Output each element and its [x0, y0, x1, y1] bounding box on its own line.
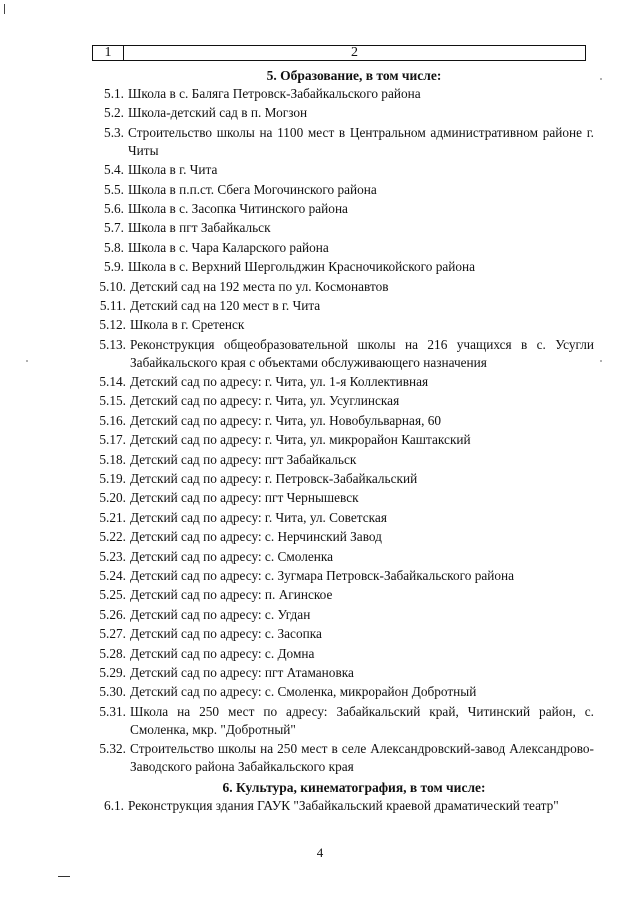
- item-text: Детский сад по адресу: г. Чита, ул. Новобульварная, 60: [130, 412, 442, 428]
- item-number: 5.9.: [104, 259, 124, 275]
- item-text: Детский сад по адресу: г. Чита, ул. Советская: [130, 509, 387, 525]
- list-item: [94, 278, 594, 296]
- list-item: [94, 470, 594, 488]
- item-number: 5.27.: [99, 626, 126, 642]
- item-number: 5.23.: [99, 548, 126, 564]
- item-text: Детский сад по адресу: с. Угдан: [130, 606, 311, 622]
- item-text: Детский сад по адресу: п. Агинское: [130, 587, 333, 603]
- item-number: 5.8.: [104, 239, 124, 255]
- item-text: Детский сад на 192 места по ул. Космонавтов: [130, 278, 389, 294]
- item-text: Детский сад по адресу: г. Петровск-Забайкальский: [130, 471, 418, 487]
- item-text: Школа в п.п.ст. Сбега Могочинского района: [128, 181, 377, 197]
- list-item: [94, 625, 594, 643]
- column-header-1: 1: [93, 46, 124, 60]
- item-number: 5.29.: [99, 664, 126, 680]
- item-text: Школа в г. Сретенск: [130, 317, 245, 333]
- item-number: 5.14.: [99, 374, 126, 390]
- item-number: 5.10.: [99, 278, 126, 294]
- list-item: [94, 645, 594, 663]
- item-text: Детский сад по адресу: с. Зугмара Петровск-Забайкальского района: [130, 567, 515, 583]
- item-text: Реконструкция общеобразовательной школы на 216 учащихся в с. Усугли Забайкальского края с объектами обслуживающего назначения: [130, 336, 594, 370]
- item-text: Школа в с. Засопка Читинского района: [128, 200, 348, 216]
- item-text: Детский сад по адресу: г. Чита, ул. микрорайон Каштакский: [130, 432, 471, 448]
- list-item: [94, 567, 594, 585]
- list-item: [94, 451, 594, 469]
- item-number: 5.26.: [99, 606, 126, 622]
- list-item: [94, 161, 594, 179]
- scan-speck: [600, 78, 602, 80]
- item-number: 5.6.: [104, 200, 124, 216]
- item-text: Школа в г. Чита: [128, 162, 218, 178]
- section-heading: 6. Культура, кинематография, в том числе:: [222, 779, 486, 795]
- list-item: [94, 200, 594, 218]
- item-number: 5.4.: [104, 162, 124, 178]
- item-text: Строительство школы на 1100 мест в Центральном административном районе г. Читы: [128, 124, 594, 158]
- list-item: [94, 297, 594, 315]
- page-number: 4: [316, 845, 324, 860]
- item-text: Детский сад по адресу: пгт Забайкальск: [130, 451, 357, 467]
- item-text: Школа на 250 мест по адресу: Забайкальский край, Читинский район, с. Смоленка, мкр. "Добротный": [130, 703, 594, 737]
- item-number: 5.1.: [104, 86, 124, 101]
- list-item: [94, 528, 594, 546]
- list-item: [94, 392, 594, 410]
- column-header-2: 2: [351, 45, 358, 60]
- column-header-table: [92, 45, 586, 61]
- list-item: [94, 740, 594, 776]
- list-item: [94, 412, 594, 430]
- item-text: Детский сад по адресу: с. Смоленка, микрорайон Добротный: [130, 684, 477, 700]
- item-text: Детский сад по адресу: пгт Атамановка: [130, 664, 354, 680]
- section-heading: 5. Образование, в том числе:: [266, 68, 442, 83]
- list-item: [94, 219, 594, 237]
- item-number: 5.21.: [99, 509, 126, 525]
- item-text: Детский сад по адресу: г. Чита, ул. Усуглинская: [130, 393, 400, 409]
- item-number: 5.15.: [99, 393, 126, 409]
- item-text: Реконструкция здания ГАУК "Забайкальский краевой драматический театр": [128, 797, 559, 813]
- list-item: [94, 104, 594, 122]
- item-number: 5.3.: [104, 124, 124, 140]
- item-number: 5.13.: [99, 336, 126, 352]
- item-text: Детский сад на 120 мест в г. Чита: [130, 297, 321, 313]
- item-number: 5.22.: [99, 529, 126, 545]
- item-number: 5.28.: [99, 645, 126, 661]
- document-body: [94, 66, 594, 816]
- scan-bottom-mark: [58, 876, 70, 877]
- item-number: 5.2.: [104, 105, 124, 121]
- list-item: [94, 336, 594, 372]
- list-item: [94, 431, 594, 449]
- item-number: 5.32.: [99, 741, 126, 757]
- item-number: 5.20.: [99, 490, 126, 506]
- item-number: 5.19.: [99, 471, 126, 487]
- list-item: [94, 509, 594, 527]
- item-number: 6.1.: [104, 797, 124, 813]
- item-number: 5.7.: [104, 220, 124, 236]
- list-item: [94, 258, 594, 276]
- list-item: [94, 239, 594, 257]
- item-number: 5.12.: [99, 317, 126, 333]
- list-item: [94, 181, 594, 199]
- item-number: 5.16.: [99, 412, 126, 428]
- list-item: [94, 606, 594, 624]
- list-item: [94, 316, 594, 334]
- item-number: 5.11.: [99, 297, 126, 313]
- item-text: Детский сад по адресу: с. Засопка: [130, 626, 322, 642]
- item-number: 5.30.: [99, 684, 126, 700]
- scan-corner-mark: [4, 4, 5, 14]
- item-number: 5.31.: [99, 703, 126, 719]
- item-number: 5.24.: [99, 567, 126, 583]
- scan-speck: [26, 360, 28, 362]
- list-item: [94, 85, 594, 103]
- item-number: 5.18.: [99, 451, 126, 467]
- item-number: 5.5.: [104, 181, 124, 197]
- list-item: [94, 373, 594, 391]
- item-number: 5.17.: [99, 432, 126, 448]
- item-text: Школа в с. Баляга Петровск-Забайкальского района: [128, 86, 421, 101]
- list-item: [94, 124, 594, 160]
- list-item: [94, 703, 594, 739]
- list-item: [94, 489, 594, 507]
- item-text: Детский сад по адресу: с. Домна: [130, 645, 315, 661]
- item-text: Детский сад по адресу: с. Нерчинский Завод: [130, 529, 382, 545]
- scan-speck: [600, 360, 602, 362]
- list-item: [94, 664, 594, 682]
- item-text: Школа в с. Верхний Шергольджин Красночикойского района: [128, 259, 476, 275]
- item-number: 5.25.: [99, 587, 126, 603]
- item-text: Детский сад по адресу: пгт Чернышевск: [130, 490, 359, 506]
- item-text: Школа в пгт Забайкальск: [128, 220, 271, 236]
- list-item: [94, 548, 594, 566]
- item-text: Школа в с. Чара Каларского района: [128, 239, 329, 255]
- list-item: [94, 683, 594, 701]
- item-text: Детский сад по адресу: г. Чита, ул. 1-я Коллективная: [130, 374, 429, 390]
- item-text: Детский сад по адресу: с. Смоленка: [130, 548, 334, 564]
- item-text: Школа-детский сад в п. Могзон: [128, 105, 308, 121]
- item-text: Строительство школы на 250 мест в селе Александровский-завод Александрово-Заводского района Забайкальского края: [130, 741, 594, 775]
- list-item: [94, 586, 594, 604]
- list-item: [94, 797, 594, 815]
